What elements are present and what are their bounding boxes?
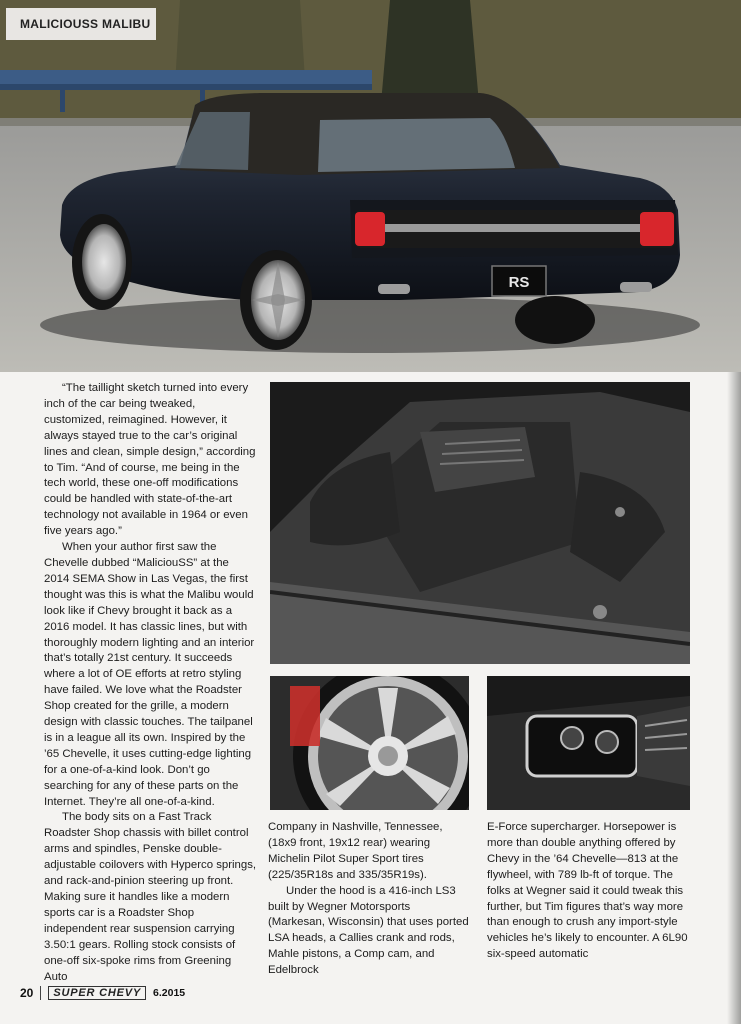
wheel-closeup-photo	[270, 676, 469, 810]
engine-illustration	[270, 382, 690, 664]
body-text-column-1	[44, 381, 257, 985]
hero-car-illustration	[0, 0, 741, 372]
magazine-logo: SUPER CHEVY	[48, 986, 146, 1000]
paragraph: Under the hood is a 416-inch LS3 built by Wegner Motorsports (Markesan, Wisconsin) that uses ported LSA heads, a Callies crank and rods, Mahle pistons, a Comp cam, and Edelbrock	[268, 884, 469, 977]
headlight-illustration	[487, 676, 690, 810]
paragraph: E-Force supercharger. Horsepower is more than double anything offered by Chevy in the ’64 Chevelle—813 at the flywheel, with 789 lb-ft of torque. The folks at Wegner said it could tweak this further, but Tim figures that’s way more than enough to crush any import-style vehicles he’s likely to encounter. A 6L90 six-speed automatic	[487, 821, 688, 961]
page-footer	[20, 986, 185, 1000]
page-number: 20	[20, 986, 34, 1000]
headlight-closeup-photo	[487, 676, 690, 810]
wheel-illustration	[270, 676, 469, 810]
hero-photo	[0, 0, 741, 372]
paragraph: Company in Nashville, Tennessee, (18x9 front, 19x12 rear) wearing Michelin Pilot Super Sport tires (225/35R18s and 335/35R19s).	[268, 821, 443, 881]
body-text-column-3	[487, 820, 690, 963]
section-title-tag: MALICIOUSS MALIBU	[6, 8, 156, 40]
issue-date: 6.2015	[153, 987, 186, 999]
engine-bay-photo	[270, 382, 690, 664]
license-plate-text: RS	[508, 274, 530, 291]
body-text-column-2	[268, 820, 470, 979]
footer-divider	[40, 986, 41, 1000]
paragraph: “The taillight sketch turned into every inch of the car being tweaked, customized, reimagined. However, it always stayed true to the car’s original lines and clean, simple design,” according to Tim. “And of course, me being in the tech world, these one-off modifications could be handled with state-of-the-art technology not available in 1964 or even five years ago.”	[44, 382, 256, 538]
paragraph: When your author first saw the Chevelle dubbed “MaliciouSS” at the 2014 SEMA Show in Las Vegas, the first thought was this is what the Malibu would look like if Chevy brought it back as a 2016 model. It has classic lines, but with thoroughly modern lighting and an interior that’s totally 21st century. It succeeds where a lot of OE efforts at retro styling have failed. We love what the Roadster Shop created for the grille, a modern design with classic touches. The tailpanel is in a league all its own. Inspired by the ’65 Chevelle, it uses cutting-edge lighting for a one-of-a-kind look. Don’t go searching for any of these parts on the Internet. They’re all one-of-a-kind.	[44, 541, 255, 808]
paragraph: The body sits on a Fast Track Roadster Shop chassis with billet control arms and spindles, Penske double-adjustable coilovers with Hyperco springs, and rack-and-pinion steering up front. Making sure it handles like a modern sports car is a Roadster Shop independent rear suspension carrying 3.50:1 gears. Rolling stock consists of one-off six-spoke rims from Greening Auto	[44, 811, 257, 983]
page-gutter-shadow	[727, 372, 741, 1024]
